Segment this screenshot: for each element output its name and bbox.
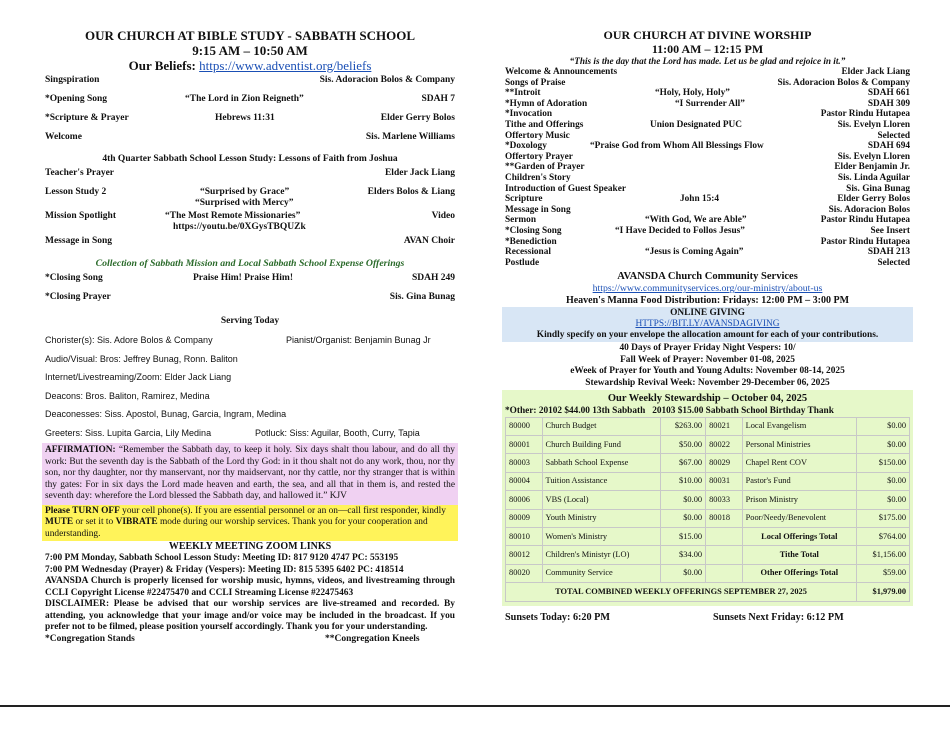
beliefs-link[interactable]: https://www.adventist.org/beliefs [199,58,372,73]
table-cell: 80018 [706,509,743,527]
giving-title: ONLINE GIVING [670,308,745,319]
program-row: Lesson Study 2 “Surprised by Grace” “Surprised with Mercy” Elders Bolos & Liang [45,187,455,208]
table-cell: Pastor's Fund [742,472,856,490]
worship-row: Message in Song Sis. Adoracion Bolos [505,204,910,215]
table-cell: 80000 [506,417,543,435]
table-cell: Chapel Rent COV [742,454,856,472]
table-row [506,528,910,546]
affirmation-box: AFFIRMATION: “Remember the Sabbath day, to keep it holy. Six days shalt thou labour, and do all thy work: But the seventh day is the Sabbath of the Lord thy God: in it thou shalt not do any work, thou, nor thy son, nor thy daughter, nor thy manservant, nor thy maidservant, nor thy cattle, nor thy stranger that is within thy gates: For in six days the Lord made heaven and earth, the sea, and all that in them is, and rested the seventh day: wherefore the Lord blessed the Sabbath day, and hallowed it.” KJV [42,443,458,505]
program-row: Welcome Sis. Marlene Williams [45,132,455,142]
manna-note: Heaven's Manna Food Distribution: Fridays: 12:00 PM – 3:00 PM [565,295,850,307]
worship-row: Offertory Prayer Sis. Evelyn Lloren [505,151,910,162]
grand-total-label: TOTAL COMBINED WEEKLY OFFERINGS SEPTEMBER 27, 2025 [506,583,857,601]
table-cell: 80006 [506,491,543,509]
worship-row: Tithe and Offerings Union Designated PUC Sis. Evelyn Lloren [505,119,910,130]
table-cell: $175.00 [857,509,910,527]
worship-row: Scripture John 15:4 Elder Gerry Bolos [505,194,910,205]
table-row [506,436,910,454]
worship-row: *Closing Song “I Have Decided to Follos Jesus” See Insert [505,225,910,236]
zoom-link-2: 7:00 PM Wednesday (Prayer) & Friday (Vespers): Meeting ID: 815 5395 6402 PC: 418514 [45,564,404,575]
event-item: Stewardship Revival Week: November 29-December 06, 2025 [585,378,830,389]
table-cell: $59.00 [857,564,910,582]
table-cell: $0.00 [857,436,910,454]
worship-row: *Benediction Pastor Rindu Hutapea [505,236,910,247]
worship-row: Welcome & Announcements Elder Jack Liang [505,67,910,77]
table-cell: Tuition Assistance [542,472,661,490]
services-title: AVANSDA Church Community Services [617,271,798,283]
disclaimer: DISCLAIMER: Please be advised that our worship services are live-streamed and recorded. By attending, you acknowledge that your image and/or voice may be included in the broadcast. If you prefer not to be filmed, please position yourself accordingly. Thank you for your understanding. [45,599,455,632]
other-offerings: *Other: 20102 $44.00 13th Sabbath 20103 $15.00 Sabbath School Birthday Thank [505,405,834,416]
phone-notice: Please TURN OFF your cell phone(s). If you are essential personnel or an on—call first responder, kindly MUTE or set it to VIBRATE mode during our worship services. Thank you for your cooperation and understanding. [42,505,458,542]
serving-row: Greeters: Siss. Lupita Garcia, Lily Medina Potluck: Siss: Aguilar, Booth, Curry, Tapia [45,427,420,438]
serving-row: Deaconesses: Siss. Apostol, Bunag, Garcia, Ingram, Medina [45,409,287,419]
program-row: *Closing Prayer Sis. Gina Bunag [45,292,455,302]
table-cell [706,528,743,546]
license-note: AVANSDA Church is properly licensed for worship music, hymns, videos, and livestreaming through CCLI Copyright License #22475470 and CCLI Streaming License #22475463 [45,576,455,598]
table-cell: $50.00 [661,436,706,454]
program-row: *Closing Song Praise Him! Praise Him! SDAH 249 [45,273,455,283]
worship-title: OUR CHURCH AT DIVINE WORSHIP [603,28,812,42]
table-cell: Local Offerings Total [742,528,856,546]
table-cell: Sabbath School Expense [542,454,661,472]
table-cell: Children's Ministyr (LO) [542,546,661,564]
quarter-note: 4th Quarter Sabbath School Lesson Study: Lessons of Faith from Joshua [102,154,398,164]
table-cell: 80029 [706,454,743,472]
table-cell: Youth Ministry [542,509,661,527]
grand-total-row [506,583,910,601]
table-cell: $0.00 [857,472,910,490]
serving-title: Serving Today [220,316,280,326]
worship-row: **Introit “Holy, Holy, Holy” SDAH 661 [505,88,910,99]
table-row [506,546,910,564]
table-cell [706,546,743,564]
program-row: Teacher's Prayer Elder Jack Liang [45,168,455,178]
serving-row: Chorister(s): Sis. Adore Bolos & Company Pianist/Organist: Benjamin Bunag Jr [45,335,431,345]
stewardship-title: Our Weekly Stewardship – October 04, 2025 [607,392,808,404]
table-cell: 80031 [706,472,743,490]
table-row [506,454,910,472]
event-item: Fall Week of Prayer: November 01-08, 2025 [620,354,795,365]
table-cell: $1,156.00 [857,546,910,564]
worship-row: *Doxology “Praise God from Whom All Blessings Flow SDAH 694 [505,141,910,152]
worship-row: Songs of Praise Sis. Adoracion Bolos & Company [505,77,910,88]
online-giving-box [502,307,913,342]
worship-time: 11:00 AM – 12:15 PM [651,42,764,56]
worship-row: *Invocation Pastor Rindu Hutapea [505,109,910,120]
worship-verse: “This is the day that the Lord has made. Let us be glad and rejoice in it.” [569,56,846,66]
sunset-row: Sunsets Today: 6:20 PM Sunsets Next Friday: 6:12 PM [505,611,844,623]
table-cell: VBS (Local) [542,491,661,509]
table-cell: Church Building Fund [542,436,661,454]
table-cell: Women's Ministry [542,528,661,546]
worship-row: **Garden of Prayer Elder Benjamin Jr. [505,162,910,173]
giving-link[interactable]: HTTPS://BIT.LY/AVANSDAGIVING [635,319,780,330]
zoom-link-1: 7:00 PM Monday, Sabbath School Lesson Study: Meeting ID: 817 9120 4747 PC: 553195 [45,553,399,563]
table-cell: $0.00 [661,491,706,509]
table-cell: $10.00 [661,472,706,490]
worship-row: Offertory Music Selected [505,130,910,141]
services-link[interactable]: https://www.communityservices.org/our-ministry/about-us [592,283,823,295]
worship-row: Postlude Selected [505,257,910,268]
beliefs-line: Our Beliefs: https://www.adventist.org/beliefs [128,58,372,73]
events-list [505,343,910,389]
table-cell: 80001 [506,436,543,454]
table-cell: $150.00 [857,454,910,472]
event-item: 40 Days of Prayer Friday Night Vespers: 10/ [619,343,796,354]
table-cell: $34.00 [661,546,706,564]
grand-total-value: $1,979.00 [857,583,910,601]
divine-worship-column [505,28,910,630]
table-cell: 80020 [506,564,543,582]
worship-row: *Hymn of Adoration “I Surrender All” SDAH 309 [505,98,910,109]
program-row: Singspiration Sis. Adoracion Bolos & Company [45,75,455,85]
table-cell: 80003 [506,454,543,472]
table-cell: Prison Ministry [742,491,856,509]
table-cell: 80021 [706,417,743,435]
table-row [506,491,910,509]
table-cell: Poor/Needy/Benevolent [742,509,856,527]
serving-row: Audio/Visual: Bros: Jeffrey Bunag, Ronn. Baliton [45,353,238,364]
table-row [506,564,910,582]
zoom-title: WEEKLY MEETING ZOOM LINKS [168,541,332,552]
table-cell: $67.00 [661,454,706,472]
table-cell: $263.00 [661,417,706,435]
giving-note: Kindly specify on your envelope the allocation amount for each of your contributions. [536,330,879,341]
collection-note: Collection of Sabbath Mission and Local Sabbath School Expense Offerings [95,258,405,269]
serving-row: Internet/Livestreaming/Zoom: Elder Jack Liang [45,372,232,382]
table-cell: Other Offerings Total [742,564,856,582]
table-cell: $0.00 [857,491,910,509]
table-cell: $0.00 [661,509,706,527]
stewardship-table [505,417,910,602]
table-cell: 80004 [506,472,543,490]
serving-row: Deacons: Bros. Baliton, Ramirez, Medina [45,390,210,401]
worship-program [505,67,910,268]
table-cell: Church Budget [542,417,661,435]
bottom-bar [0,705,950,737]
table-cell: $15.00 [661,528,706,546]
table-row [506,509,910,527]
table-cell: 80010 [506,528,543,546]
mission-video-link[interactable]: https://youtu.be/0XGysTBQUZk [173,222,306,232]
program-row: Mission Spotlight “The Most Remote Missionaries” https://youtu.be/0XGysTBQUZk Video [45,211,455,232]
program-row: *Opening Song “The Lord in Zion Reigneth” SDAH 7 [45,94,455,104]
table-cell: 80009 [506,509,543,527]
worship-row: Sermon “With God, We are Able” Pastor Rindu Hutapea [505,215,910,226]
table-cell: $0.00 [857,417,910,435]
sabbath-school-title: OUR CHURCH AT BIBLE STUDY - SABBATH SCHOOL [84,28,415,43]
serving-list [45,331,455,442]
program-row: Message in Song AVAN Choir [45,236,455,246]
legend-row: *Congregation Stands **Congregation Kneels [45,633,420,644]
event-item: eWeek of Prayer for Youth and Young Adults: November 08-14, 2025 [570,366,845,377]
sabbath-school-column [45,28,455,646]
worship-row: Children's Story Sis. Linda Aguilar [505,172,910,183]
table-row [506,472,910,490]
table-cell: Personal Ministries [742,436,856,454]
table-cell: Community Service [542,564,661,582]
table-cell: 80033 [706,491,743,509]
table-row [506,417,910,435]
sabbath-school-time: 9:15 AM – 10:50 AM [192,43,308,58]
worship-row: Introduction of Guest Speaker Sis. Gina Bunag [505,183,910,194]
table-cell [706,564,743,582]
stewardship-box [502,390,913,606]
table-cell: 80012 [506,546,543,564]
table-cell: Local Evangelism [742,417,856,435]
table-cell: $764.00 [857,528,910,546]
table-cell: Tithe Total [742,546,856,564]
program-row: *Scripture & Prayer Hebrews 11:31 Elder Gerry Bolos [45,113,455,123]
table-cell: $0.00 [661,564,706,582]
worship-row: Recessional “Jesus is Coming Again” SDAH 213 [505,247,910,258]
table-cell: 80022 [706,436,743,454]
